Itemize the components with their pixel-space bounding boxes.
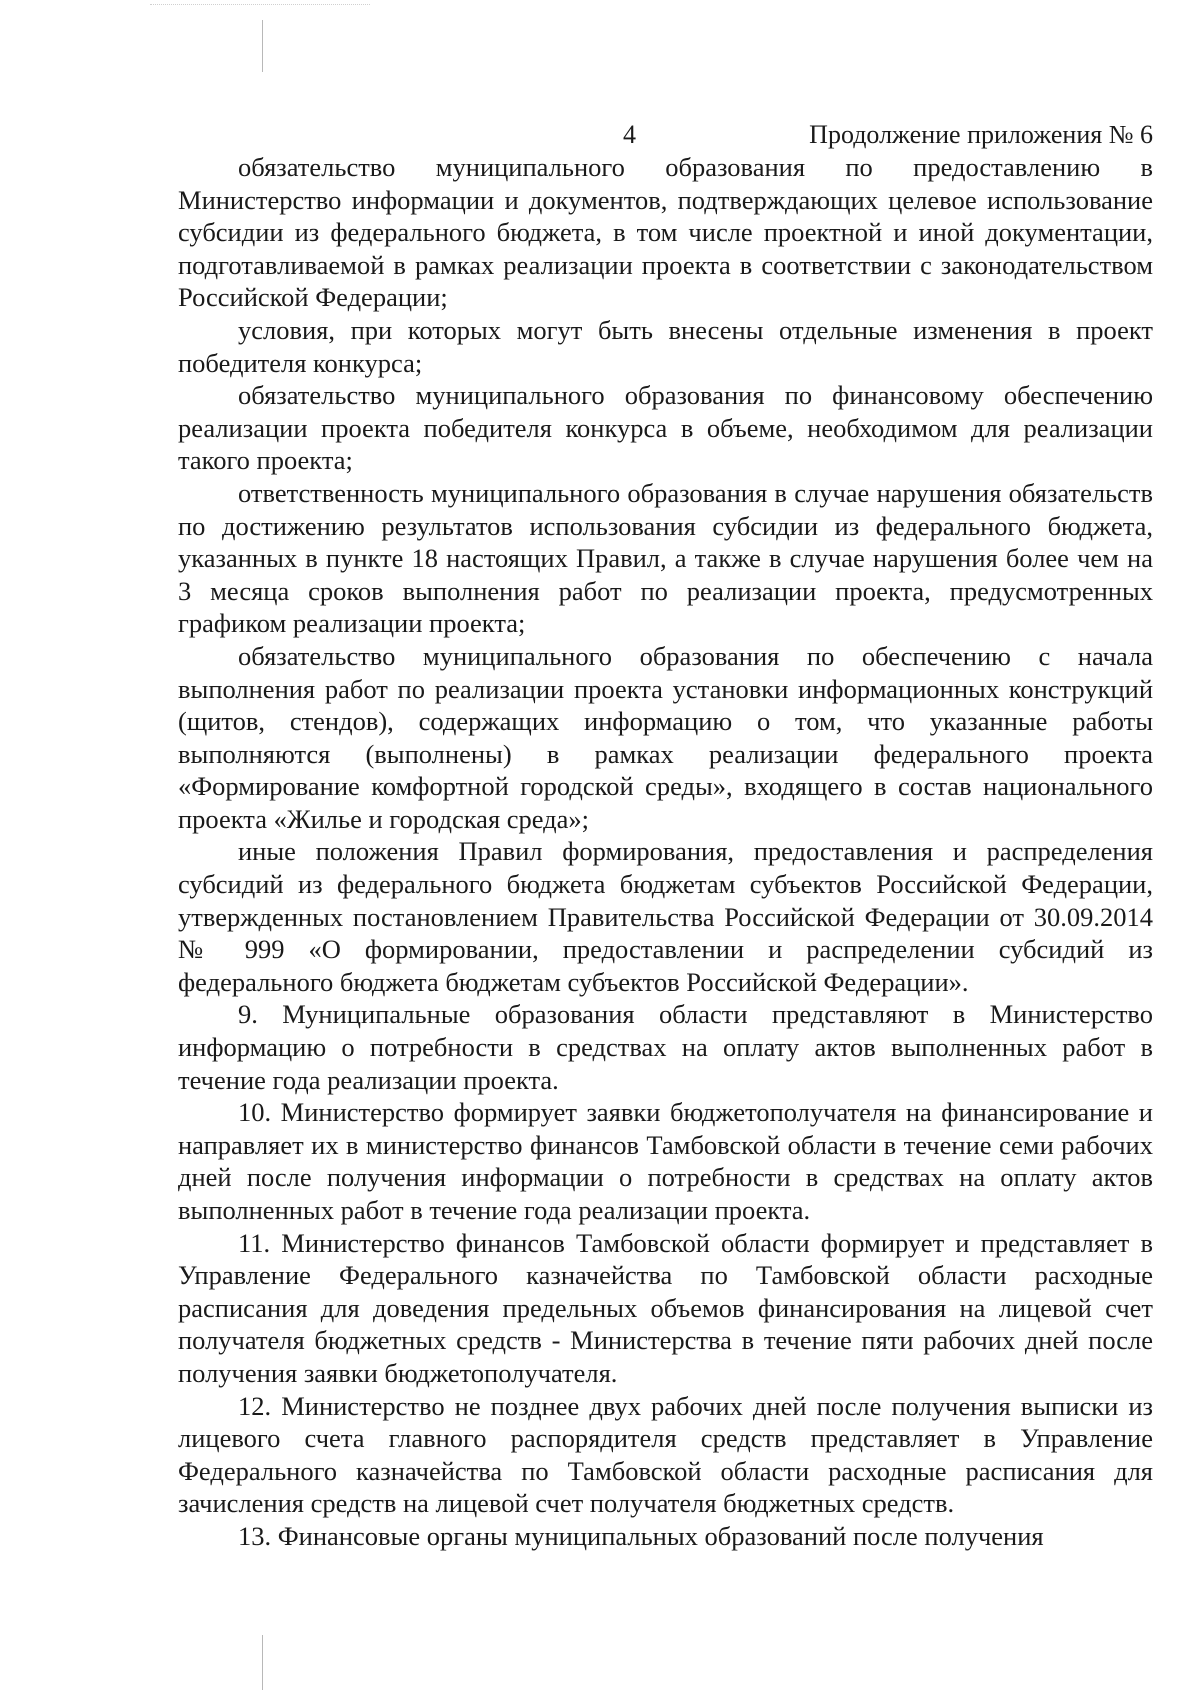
paragraph-responsibility: ответственность муниципального образования в случае нарушения обязательств по достижению результатов использования субсидии из федерального бюджета, указанных в пункте 18 настоящих Правил, а также в случае нарушения более чем на 3 месяца сроков выполнения работ по реализации проекта, предусмотренных графиком реализации проекта; [178,477,1153,639]
paragraph-item-13: 13. Финансовые органы муниципальных образований после получения [238,1520,1044,1551]
scan-artifact [150,4,370,7]
paragraph-item-11: 11. Министерство финансов Тамбовской области формирует и представляет в Управление Федерального казначейства по Тамбовской области расходные расписания для доведения предельных объемов финансирования на лицевой счет получателя бюджетных средств - Министерства в течение пяти рабочих дней после получения заявки бюджетополучателя. [178,1227,1153,1388]
page-header [178,118,1153,152]
paragraph-item-12: 12. Министерство не позднее двух рабочих дней после получения выписки из лицевого счета главного распорядителя средств представляет в Управление Федерального казначейства по Тамбовской области расходные расписания для зачисления средств на лицевой счет получателя бюджетных средств. [178,1390,1153,1519]
paragraph-financial-obligation: обязательство муниципального образования по финансовому обеспечению реализации проекта победителя конкурса в объеме, необходимом для реализации такого проекта; [178,380,1153,476]
paragraph-item-10: 10. Министерство формирует заявки бюджетополучателя на финансирование и направляет их в министерство финансов Тамбовской области в течение семи рабочих дней после получения информации о потребности в средствах на оплату актов выполненных работ в течение года реализации проекта. [178,1097,1153,1225]
paragraph-item-9: 9. Муниципальные образования области представляют в Министерство информацию о потребности в средствах на оплату актов выполненных работ в течение года реализации проекта. [178,999,1153,1095]
appendix-continuation-label: Продолжение приложения № 6 [809,120,1153,149]
scan-artifact [262,1635,263,1690]
paragraph-other-provisions: иные положения Правил формирования, предоставления и распределения субсидий из федерального бюджета бюджетам субъектов Российской Федерации, утвержденных постановлением Правительства Российской Федерации от 30.09.2014 № 999 «О формировании, предоставлении и распределении субсидий из федерального бюджета бюджетам субъектов Российской Федерации». [178,836,1153,997]
paragraph-obligation-information: обязательство муниципального образования по предоставлению в Министерство информации и документов, подтверждающих целевое использование субсидии из федерального бюджета, в том числе проектной и иной документации, подготавливаемой в рамках реализации проекта в соответствии с законодательством Российской Федерации; [178,152,1153,313]
paragraph-project-changes: условия, при которых могут быть внесены отдельные изменения в проект победителя конкурса; [178,314,1153,378]
paragraph-info-constructions: обязательство муниципального образования по обеспечению с начала выполнения работ по реализации проекта установки информационных конструкций (щитов, стендов), содержащих информацию о том, что указанные работы выполняются (выполнены) в рамках реализации федерального проекта «Формирование комфортной городской среды», входящего в состав национального проекта «Жилье и городская среда»; [178,640,1153,834]
page-number: 4 [623,120,636,149]
document-body [178,151,1153,1553]
scan-artifact [262,20,263,72]
